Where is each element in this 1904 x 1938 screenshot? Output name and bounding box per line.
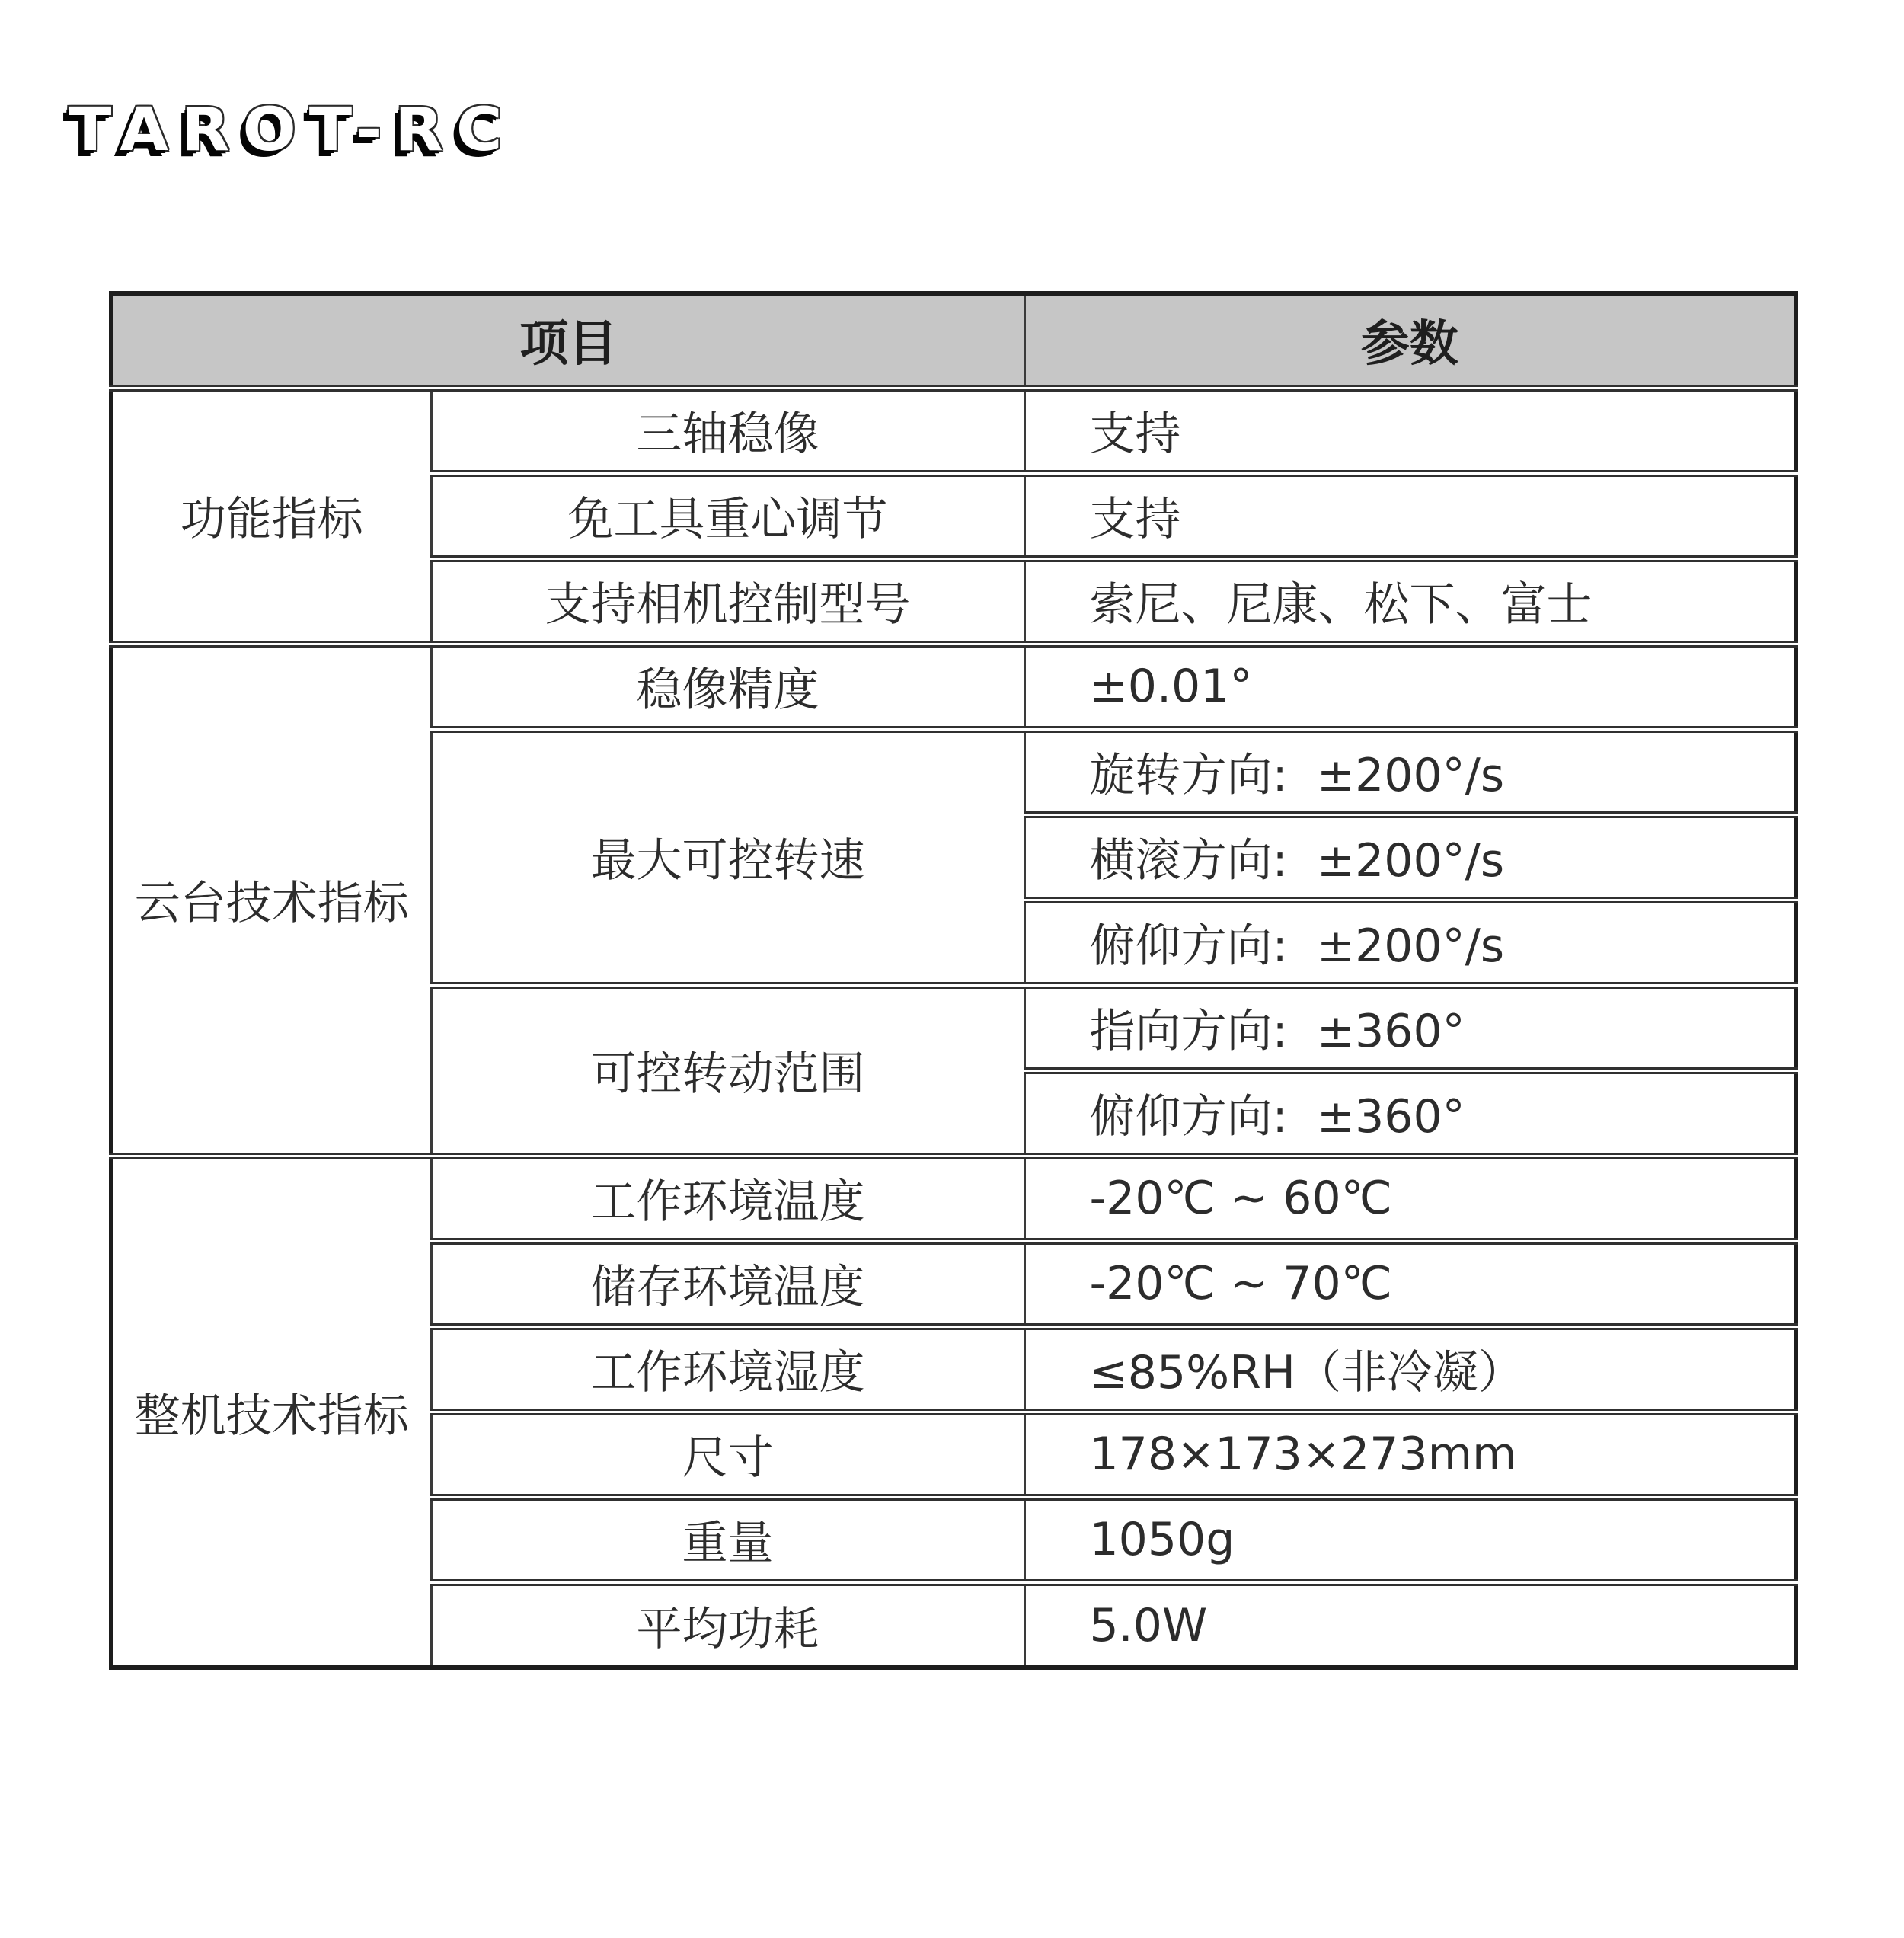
table-header-row xyxy=(111,293,1796,388)
param-cell: 1050g xyxy=(1024,1497,1796,1582)
item-cell: 尺寸 xyxy=(431,1412,1024,1497)
header-cell-param: 参数 xyxy=(1024,293,1796,388)
item-cell: 重量 xyxy=(431,1497,1024,1582)
spec-table xyxy=(109,291,1798,1670)
item-cell: 工作环境湿度 xyxy=(431,1326,1024,1412)
param-cell: ≤85%RH（非冷凝） xyxy=(1024,1326,1796,1412)
param-cell: 178×173×273mm xyxy=(1024,1412,1796,1497)
item-cell: 平均功耗 xyxy=(431,1582,1024,1668)
brand-logo: TAROT-RC xyxy=(69,96,516,165)
table-row xyxy=(111,644,1796,729)
item-cell: 最大可控转速 xyxy=(431,729,1024,985)
param-cell: 索尼、尼康、松下、富士 xyxy=(1024,558,1796,644)
category-cell: 整机技术指标 xyxy=(111,1156,431,1668)
param-cell: 横滚方向: ±200°/s xyxy=(1024,814,1796,900)
param-cell: 支持 xyxy=(1024,473,1796,558)
param-cell: 支持 xyxy=(1024,388,1796,473)
param-cell: -20℃ ~ 70℃ xyxy=(1024,1241,1796,1326)
item-cell: 三轴稳像 xyxy=(431,388,1024,473)
item-cell: 储存环境温度 xyxy=(431,1241,1024,1326)
category-cell: 云台技术指标 xyxy=(111,644,431,1156)
item-cell: 工作环境温度 xyxy=(431,1156,1024,1241)
item-cell: 可控转动范围 xyxy=(431,985,1024,1156)
param-cell: 5.0W xyxy=(1024,1582,1796,1668)
item-cell: 支持相机控制型号 xyxy=(431,558,1024,644)
table-row xyxy=(111,1156,1796,1241)
param-cell: 俯仰方向: ±200°/s xyxy=(1024,900,1796,985)
table-row xyxy=(111,388,1796,473)
param-cell: -20℃ ~ 60℃ xyxy=(1024,1156,1796,1241)
item-cell: 稳像精度 xyxy=(431,644,1024,729)
category-cell: 功能指标 xyxy=(111,388,431,644)
item-cell: 免工具重心调节 xyxy=(431,473,1024,558)
param-cell: 俯仰方向: ±360° xyxy=(1024,1070,1796,1156)
param-cell: 指向方向: ±360° xyxy=(1024,985,1796,1070)
param-cell: ±0.01° xyxy=(1024,644,1796,729)
header-cell-item: 项目 xyxy=(111,293,1024,388)
param-cell: 旋转方向: ±200°/s xyxy=(1024,729,1796,814)
